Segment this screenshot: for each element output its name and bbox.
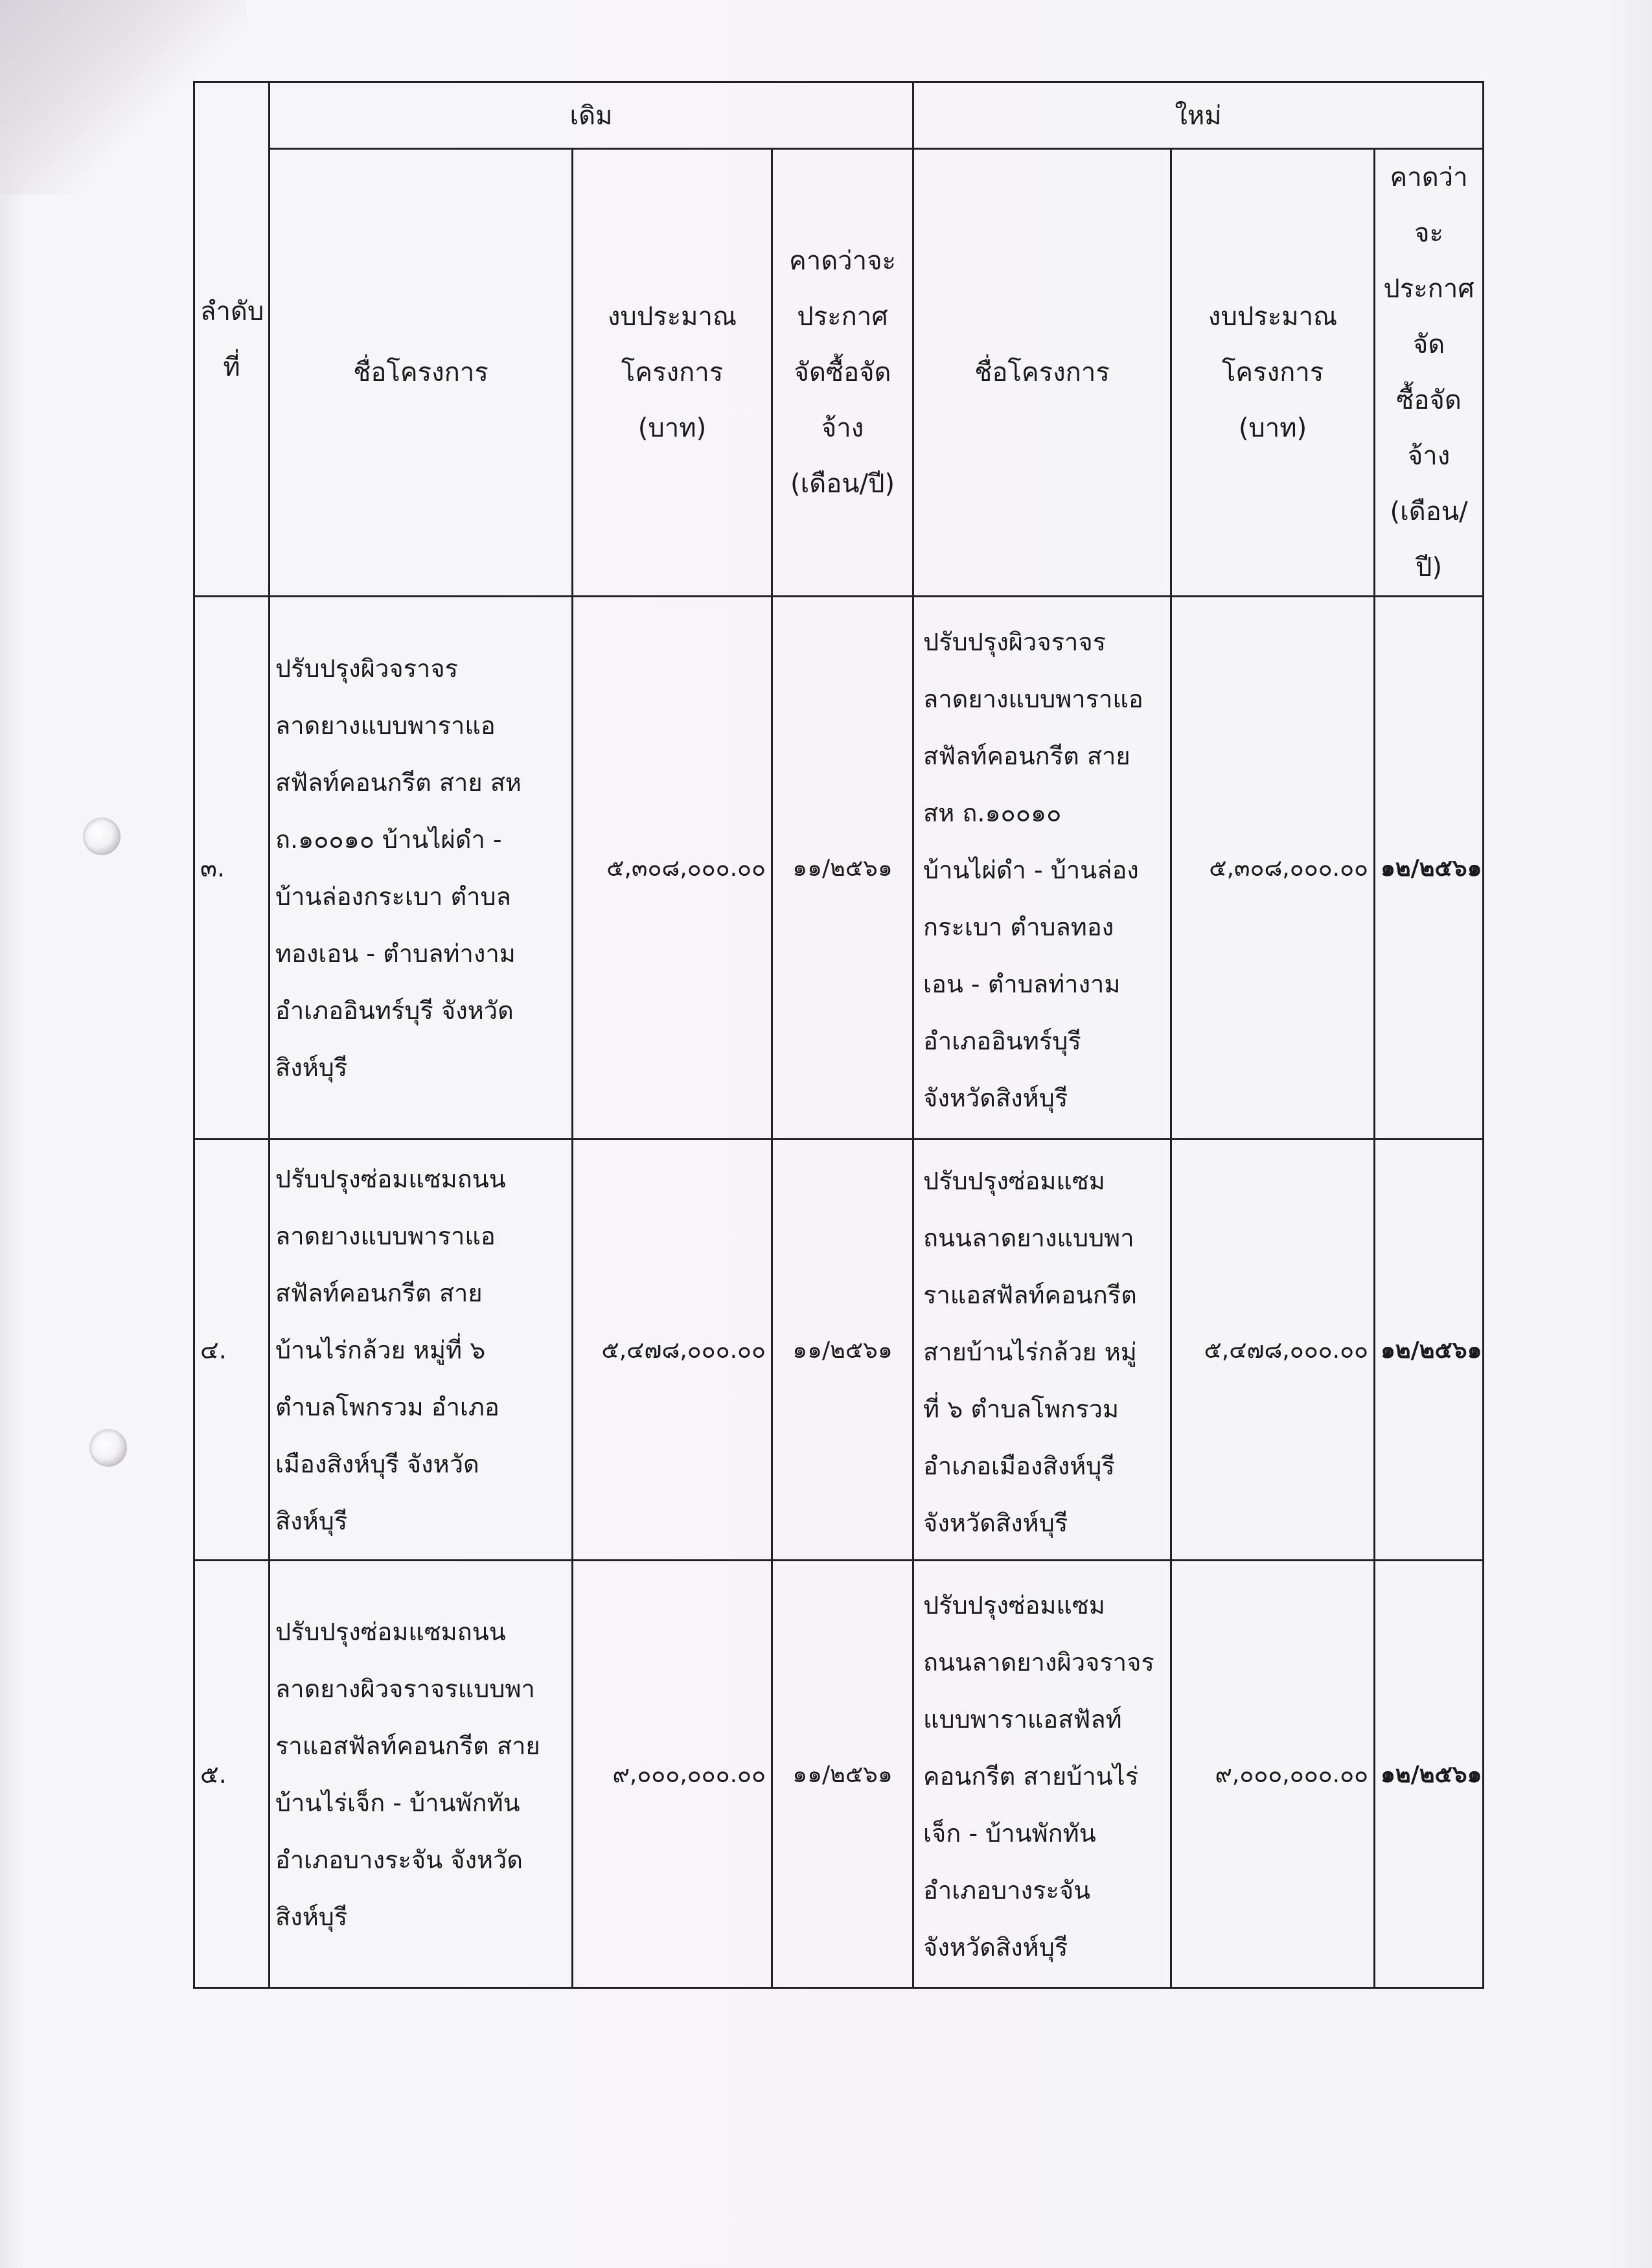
new-budget: ๙,๐๐๐,๐๐๐.๐๐ — [1171, 1561, 1375, 1988]
old-budget: ๕,๔๗๘,๐๐๐.๐๐ — [573, 1140, 772, 1561]
index-column-header: ลำดับ ที่ — [194, 82, 270, 597]
header-column-row — [194, 149, 1484, 597]
old-project-name: ปรับปรุงผิวจราจร ลาดยางแบบพาราแอ สฟัลท์คอนกรีต สาย สห ถ.๑๐๐๑๐ บ้านไผ่ดำ - บ้านล่องกระเบา ตำบล ทองเอน - ตำบลท่างาม อำเภออินทร์บุรี จังหวัด สิงห์บุรี — [270, 597, 573, 1140]
old-announce-date-header: คาดว่าจะ ประกาศ จัดซื้อจัด จ้าง (เดือน/ปี) — [772, 149, 913, 597]
new-announce-date: ๑๒/๒๕๖๑ — [1375, 1561, 1484, 1988]
table-row — [194, 1561, 1484, 1988]
table-row — [194, 1140, 1484, 1561]
punch-hole-top — [83, 818, 120, 855]
new-budget: ๕,๔๗๘,๐๐๐.๐๐ — [1171, 1140, 1375, 1561]
old-announce-date: ๑๑/๒๕๖๑ — [772, 1140, 913, 1561]
old-project-name: ปรับปรุงซ่อมแซมถนน ลาดยางผิวจราจรแบบพา ราแอสฟัลท์คอนกรีต สาย บ้านไร่เจ็ก - บ้านพักทัน อำเภอบางระจัน จังหวัด สิงห์บุรี — [270, 1561, 573, 1988]
old-project-name: ปรับปรุงซ่อมแซมถนน ลาดยางแบบพาราแอ สฟัลท์คอนกรีต สาย บ้านไร่กล้วย หมู่ที่ ๖ ตำบลโพกรวม อำเภอ เมืองสิงห์บุรี จังหวัด สิงห์บุรี — [270, 1140, 573, 1561]
row-index: ๓. — [194, 597, 270, 1140]
procurement-change-table — [193, 81, 1484, 1989]
old-announce-date: ๑๑/๒๕๖๑ — [772, 1561, 913, 1988]
row-index: ๔. — [194, 1140, 270, 1561]
punch-hole-bottom — [89, 1429, 127, 1467]
new-budget: ๕,๓๐๘,๐๐๐.๐๐ — [1171, 597, 1375, 1140]
old-announce-date: ๑๑/๒๕๖๑ — [772, 597, 913, 1140]
new-announce-date-header: คาดว่าจะ ประกาศจัด ซื้อจัดจ้าง (เดือน/ปี) — [1375, 149, 1484, 597]
new-budget-header: งบประมาณ โครงการ (บาท) — [1171, 149, 1375, 597]
old-budget-header: งบประมาณ โครงการ (บาท) — [573, 149, 772, 597]
old-budget: ๙,๐๐๐,๐๐๐.๐๐ — [573, 1561, 772, 1988]
new-announce-date: ๑๒/๒๕๖๑ — [1375, 1140, 1484, 1561]
new-project-name: ปรับปรุงผิวจราจร ลาดยางแบบพาราแอ สฟัลท์คอนกรีต สาย สห ถ.๑๐๐๑๐ บ้านไผ่ดำ - บ้านล่อง กระเบา ตำบลทอง เอน - ตำบลท่างาม อำเภออินทร์บุรี จังหวัดสิงห์บุรี — [913, 597, 1171, 1140]
header-group-row — [194, 82, 1484, 149]
new-project-name-header: ชื่อโครงการ — [913, 149, 1171, 597]
new-group-header: ใหม่ — [913, 82, 1484, 149]
old-group-header: เดิม — [270, 82, 913, 149]
old-budget: ๕,๓๐๘,๐๐๐.๐๐ — [573, 597, 772, 1140]
old-project-name-header: ชื่อโครงการ — [270, 149, 573, 597]
new-project-name: ปรับปรุงซ่อมแซม ถนนลาดยางแบบพา ราแอสฟัลท์คอนกรีต สายบ้านไร่กล้วย หมู่ ที่ ๖ ตำบลโพกรวม อำเภอเมืองสิงห์บุรี จังหวัดสิงห์บุรี — [913, 1140, 1171, 1561]
new-announce-date: ๑๒/๒๕๖๑ — [1375, 597, 1484, 1140]
table-row — [194, 597, 1484, 1140]
row-index: ๕. — [194, 1561, 270, 1988]
new-project-name: ปรับปรุงซ่อมแซม ถนนลาดยางผิวจราจร แบบพาราแอสฟัลท์ คอนกรีต สายบ้านไร่ เจ็ก - บ้านพักทัน อำเภอบางระจัน จังหวัดสิงห์บุรี — [913, 1561, 1171, 1988]
